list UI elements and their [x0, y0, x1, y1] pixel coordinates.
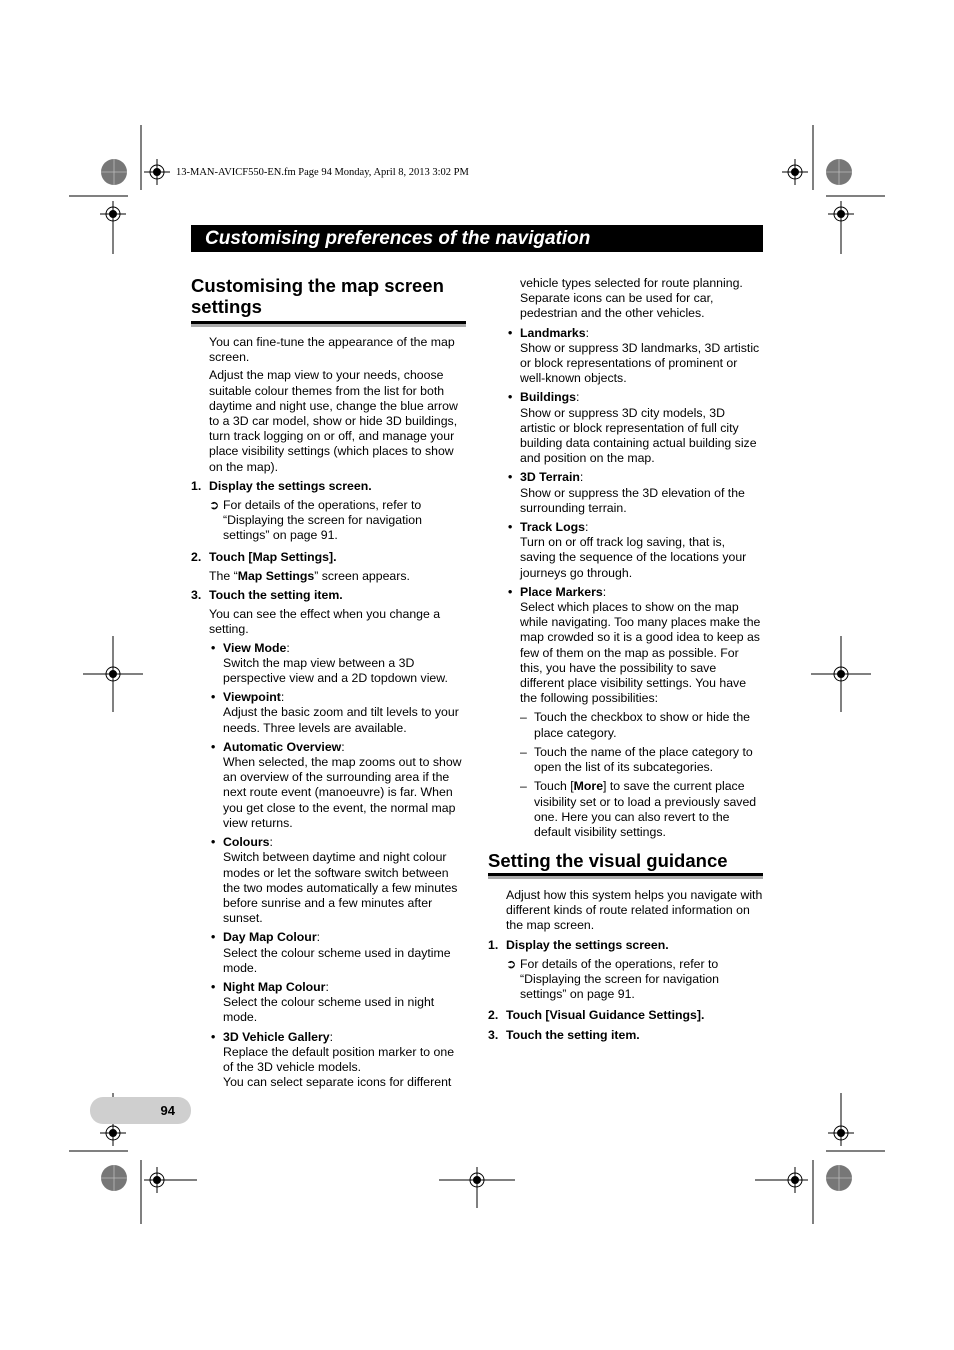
file-info: 13-MAN-AVICF550-EN.fm Page 94 Monday, April 8, 2013 3:02 PM [176, 167, 469, 178]
right-column [506, 276, 763, 844]
bullet-icon: • [508, 520, 513, 535]
step-2: 2. Touch [Map Settings]. [191, 549, 337, 564]
bullet-icon: • [211, 930, 216, 945]
step-1: 1. Display the settings screen. [191, 478, 372, 493]
setting-item: • 3D Terrain: Show or suppress the 3D elevation of the surrounding terrain. [508, 470, 745, 515]
bullet-icon: • [211, 739, 216, 754]
bullet-icon: • [508, 325, 513, 340]
page-number: 94 [90, 1097, 191, 1124]
dash-icon: – [520, 744, 527, 759]
intro-paragraph: Adjust how this system helps you navigate with different kinds of route related information on the map screen. [506, 888, 763, 933]
continued-text: vehicle types selected for route planning. Separate icons can be used for car, pedestrian and the other vehicles. [520, 276, 743, 321]
reference-note: ➲ For details of the operations, refer to “Displaying the screen for navigation settings” on page 91. [506, 956, 719, 1002]
map-settings-heading: Customising the map screen settings [191, 275, 444, 317]
option-item: – Touch the checkbox to show or hide the place category. [520, 710, 751, 740]
setting-item: • View Mode: Switch the map view between a 3D perspective view and a 2D topdown view. [211, 640, 448, 686]
arrow-icon: ➲ [209, 498, 220, 513]
heading-rule-shadow [488, 876, 763, 879]
reference-note: ➲ For details of the operations, refer to “Displaying the screen for navigation settings” on page 91. [209, 498, 422, 543]
section-banner: Customising preferences of the navigation [191, 225, 763, 252]
setting-item: • Place Markers: Select which places to show on the map while navigating. Too many places make the map crowded so it is a good idea to keep as few of them on the map as possible. For this, you have the possibility to save different place visibility settings. You have the following possibilities: [508, 584, 761, 706]
step-3-note: You can see the effect when you change a setting. [209, 607, 441, 637]
left-column [191, 335, 466, 1094]
bullet-icon: • [211, 690, 216, 705]
option-item: – Touch [More] to save the current place visibility set or to load a previously saved one. Here you can also revert to the default visibility settings. [520, 779, 757, 839]
step-1: 1. Display the settings screen. [488, 937, 669, 952]
bullet-icon: • [508, 470, 513, 485]
visual-guidance-heading: Setting the visual guidance [488, 850, 728, 871]
dash-icon: – [520, 710, 527, 725]
setting-item: • Buildings: Show or suppress 3D city models, 3D artistic or block representation of full city building data containing actual building size and position on the map. [508, 390, 757, 466]
bullet-icon: • [508, 584, 513, 599]
bullet-icon: • [211, 1029, 216, 1044]
setting-item: • Colours: Switch between daytime and night colour modes or let the software switch between the two modes automatically a few minutes before sunrise and a few minutes after sunset. [211, 835, 458, 926]
bullet-icon: • [211, 640, 216, 655]
bullet-icon: • [508, 390, 513, 405]
setting-item: • Night Map Colour: Select the colour scheme used in night mode. [211, 979, 435, 1025]
bullet-icon: • [211, 979, 216, 994]
dash-icon: – [520, 779, 527, 794]
arrow-icon: ➲ [506, 956, 517, 971]
step-2-note: The “Map Settings” screen appears. [209, 568, 410, 583]
setting-item: • Landmarks: Show or suppress 3D landmarks, 3D artistic or block representations of prominent or well-known objects. [508, 325, 760, 386]
step-2: 2. Touch [Visual Guidance Settings]. [488, 1008, 705, 1023]
setting-item: • Day Map Colour: Select the colour scheme used in daytime mode. [211, 930, 451, 975]
option-item: – Touch the name of the place category to open the list of its subcategories. [520, 744, 753, 775]
setting-item: • Track Logs: Turn on or off track log saving, that is, saving the sequence of the locations your journeys go through. [508, 520, 747, 580]
setting-item: • 3D Vehicle Gallery: Replace the default position marker to one of the 3D vehicle models. You can select separate icons for different [211, 1029, 455, 1090]
setting-item: • Automatic Overview: When selected, the map zooms out to show an overview of the surrounding area if the next route event (manoeuvre) is far. When you get close to the event, the normal map view returns. [211, 739, 462, 830]
step-3: 3. Touch the setting item. [488, 1027, 640, 1042]
bullet-icon: • [211, 835, 216, 850]
step-3: 3. Touch the setting item. [191, 588, 343, 603]
intro-paragraph: Adjust the map view to your needs, choose suitable colour themes from the list for both daytime and night use, change the blue arrow to a 3D car model, show or hide 3D buildings, turn track logging on or off, and manage your place visibility settings (which places to show on the map). [209, 368, 458, 474]
intro-paragraph: You can fine-tune the appearance of the map screen. [209, 335, 455, 365]
visual-guidance-section [488, 888, 763, 1047]
heading-rule-shadow [191, 324, 466, 327]
setting-item: • Viewpoint: Adjust the basic zoom and tilt levels to your needs. Three levels are available. [211, 690, 459, 735]
